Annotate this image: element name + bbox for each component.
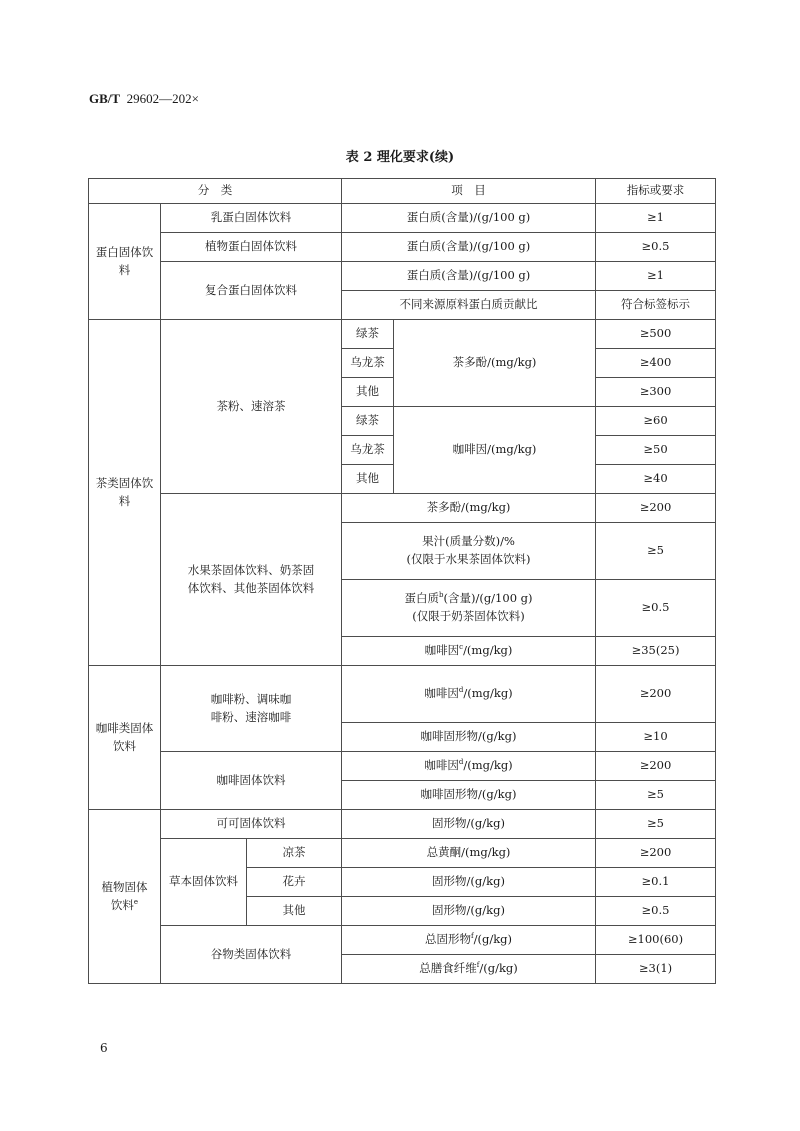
tea-type-cell: 乌龙茶	[342, 436, 394, 465]
tea-type-cell: 其他	[342, 378, 394, 407]
value-cell: ≥35(25)	[596, 637, 716, 666]
item-cell: 蛋白质(含量)/(g/100 g)	[342, 262, 596, 291]
footnote-mark: d	[458, 758, 464, 767]
protein-item: 蛋白质	[404, 591, 439, 606]
value-cell: ≥200	[596, 494, 716, 523]
caffeine-unit: /(mg/kg)	[463, 758, 513, 773]
tea-type-cell: 绿茶	[342, 320, 394, 349]
item-cell	[342, 523, 596, 580]
caffeine-item: 咖啡因	[424, 686, 459, 701]
herbal-type-flower: 花卉	[247, 868, 342, 897]
page-number: 6	[100, 1041, 108, 1055]
value-cell: ≥200	[596, 752, 716, 781]
caffeine-item: 咖啡因	[424, 643, 460, 658]
value-cell: ≥50	[596, 436, 716, 465]
herbal-type-cool-tea: 凉茶	[247, 839, 342, 868]
coffee-label-text: 咖啡类固体饮料	[95, 720, 154, 753]
footnote-mark: e	[133, 897, 139, 906]
herbal-type-other: 其他	[247, 897, 342, 926]
coffee-powder-text: 咖啡粉、调味咖啡粉、速溶咖啡	[210, 691, 292, 724]
item-cell	[342, 637, 596, 666]
category-tea: 茶类固体饮料	[89, 320, 161, 666]
item-cell: 固形物/(g/kg)	[342, 868, 596, 897]
plant-label: 植物固体饮料	[101, 879, 148, 912]
header-item: 项 目	[342, 179, 596, 204]
item-cell: 咖啡固形物/(g/kg)	[342, 781, 596, 810]
value-cell: ≥0.5	[596, 897, 716, 926]
table-header-row	[89, 179, 716, 204]
value-cell: ≥1	[596, 204, 716, 233]
item-cell: 茶多酚/(mg/kg)	[394, 320, 596, 407]
juice-note: (仅限于水果茶固体饮料)	[406, 552, 531, 566]
value-cell: ≥60	[596, 407, 716, 436]
fiber-unit: /(g/kg)	[479, 961, 518, 976]
table-row	[89, 810, 716, 839]
value-cell: ≥0.5	[596, 233, 716, 262]
value-cell: ≥500	[596, 320, 716, 349]
value-cell: ≥5	[596, 523, 716, 580]
item-cell: 固形物/(g/kg)	[342, 810, 596, 839]
protein-note: (仅限于奶茶固体饮料)	[412, 609, 525, 623]
value-cell: ≥1	[596, 262, 716, 291]
footnote-mark: c	[459, 643, 464, 652]
subcategory-milk-protein: 乳蛋白固体饮料	[161, 204, 342, 233]
subcategory-plant-protein: 植物蛋白固体饮料	[161, 233, 342, 262]
item-cell	[342, 926, 596, 955]
item-cell: 咖啡固形物/(g/kg)	[342, 723, 596, 752]
plant-label-text	[100, 879, 150, 915]
caffeine-unit: /(mg/kg)	[463, 686, 513, 701]
value-cell: ≥5	[596, 810, 716, 839]
footnote-mark: f	[471, 932, 474, 941]
subcategory-tea-powder: 茶粉、速溶茶	[161, 320, 342, 494]
juice-item: 果汁(质量分数)/%	[422, 534, 515, 549]
value-cell: 符合标签标示	[596, 291, 716, 320]
table-title: 表 2 理化要求(续)	[345, 150, 455, 165]
header-requirement: 指标或要求	[596, 179, 716, 204]
item-cell: 不同来源原料蛋白质贡献比	[342, 291, 596, 320]
item-cell: 总黄酮/(mg/kg)	[342, 839, 596, 868]
standard-prefix: GB/T	[89, 91, 121, 106]
footnote-mark: d	[458, 686, 464, 695]
value-cell: ≥40	[596, 465, 716, 494]
item-cell: 蛋白质(含量)/(g/100 g)	[342, 233, 596, 262]
category-protein: 蛋白固体饮料	[89, 204, 161, 320]
value-cell: ≥3(1)	[596, 955, 716, 984]
footnote-mark: f	[476, 961, 480, 970]
subcategory-grain: 谷物类固体饮料	[161, 926, 342, 984]
table-row	[89, 926, 716, 955]
document-code	[89, 91, 199, 107]
protein-unit: (含量)/(g/100 g)	[443, 591, 533, 606]
value-cell: ≥100(60)	[596, 926, 716, 955]
caffeine-item: 咖啡因	[424, 758, 459, 773]
category-coffee	[89, 666, 161, 810]
subcategory-other-tea	[161, 494, 342, 666]
solids-item: 总固形物	[425, 932, 471, 947]
item-cell: 咖啡因/(mg/kg)	[394, 407, 596, 494]
subcategory-cocoa: 可可固体饮料	[161, 810, 342, 839]
value-cell: ≥200	[596, 666, 716, 723]
table-row	[89, 494, 716, 523]
value-cell: ≥5	[596, 781, 716, 810]
value-cell: ≥10	[596, 723, 716, 752]
tea-type-cell: 绿茶	[342, 407, 394, 436]
table-row	[89, 666, 716, 723]
category-plant	[89, 810, 161, 984]
table-row	[89, 839, 716, 868]
footnote-mark: b	[439, 591, 444, 600]
table-row	[89, 262, 716, 291]
solids-unit: /(g/kg)	[473, 932, 513, 947]
value-cell: ≥200	[596, 839, 716, 868]
value-cell: ≥300	[596, 378, 716, 407]
subcategory-coffee-beverage: 咖啡固体饮料	[161, 752, 342, 810]
standard-number: 29602—202×	[126, 91, 199, 106]
item-cell: 茶多酚/(mg/kg)	[342, 494, 596, 523]
table-row	[89, 233, 716, 262]
table-row	[89, 204, 716, 233]
tea-type-cell: 乌龙茶	[342, 349, 394, 378]
item-cell: 固形物/(g/kg)	[342, 897, 596, 926]
tea-type-cell: 其他	[342, 465, 394, 494]
item-cell	[342, 580, 596, 637]
item-cell: 蛋白质(含量)/(g/100 g)	[342, 204, 596, 233]
subcategory-coffee-powder	[161, 666, 342, 752]
item-cell	[342, 955, 596, 984]
item-cell	[342, 752, 596, 781]
subcategory-compound-protein: 复合蛋白固体饮料	[161, 262, 342, 320]
table-row	[89, 752, 716, 781]
caffeine-unit: /(mg/kg)	[463, 643, 513, 658]
value-cell: ≥400	[596, 349, 716, 378]
value-cell: ≥0.5	[596, 580, 716, 637]
other-tea-text: 水果茶固体饮料、奶茶固体饮料、其他茶固体饮料	[187, 562, 315, 595]
fiber-item: 总膳食纤维	[419, 961, 477, 976]
table-row	[89, 320, 716, 349]
header-category: 分 类	[89, 179, 342, 204]
item-cell	[342, 666, 596, 723]
subcategory-herbal: 草本固体饮料	[161, 839, 247, 926]
requirements-table	[88, 178, 716, 984]
value-cell: ≥0.1	[596, 868, 716, 897]
